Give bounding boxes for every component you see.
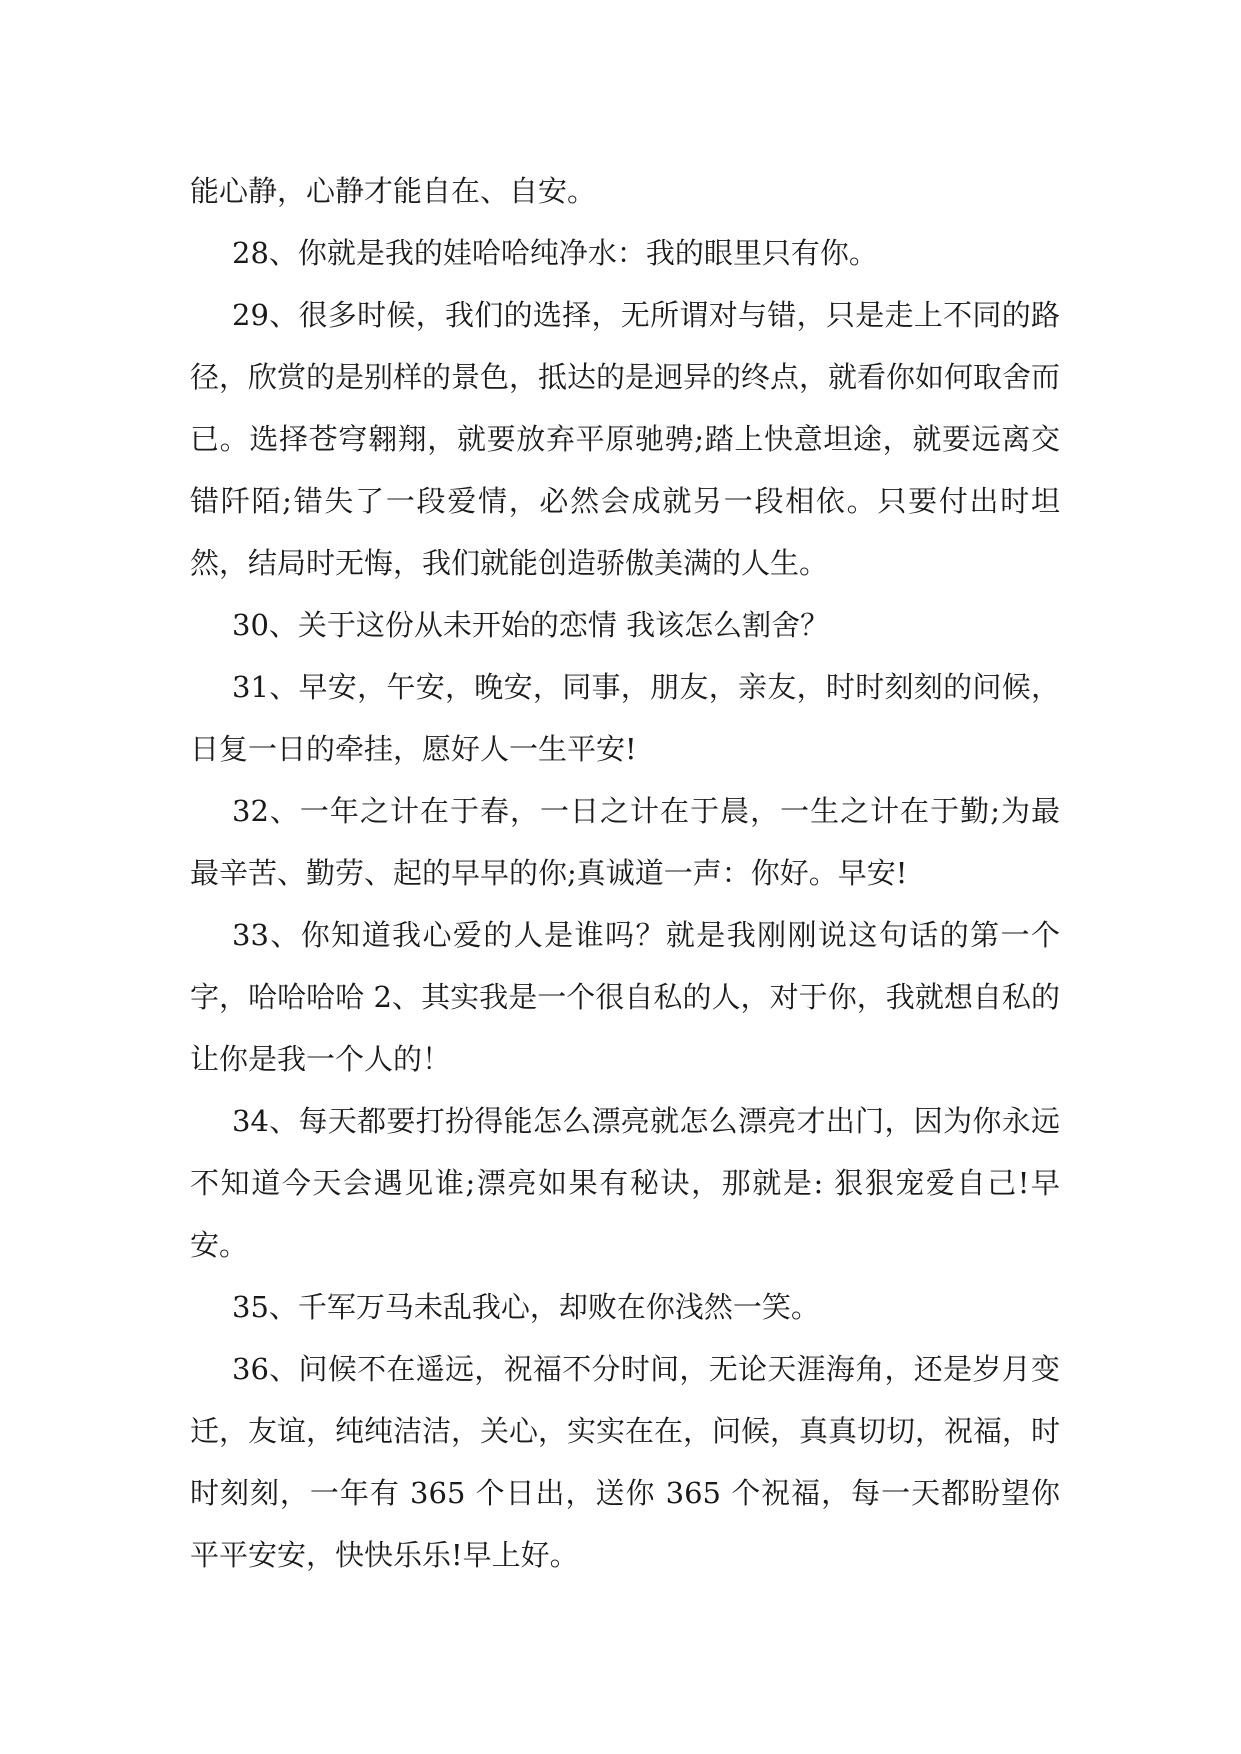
paragraph-33: 33、你知道我心爱的人是谁吗？就是我刚刚说这句话的第一个字，哈哈哈哈 2、其实我是一个很自私的人，对于你，我就想自私的让你是我一个人的！	[190, 918, 1060, 1076]
paragraph-30: 30、关于这份从未开始的恋情 我该怎么割舍？	[232, 608, 830, 642]
paragraph-32: 32、一年之计在于春，一日之计在于晨，一生之计在于勤;为最最辛苦、勤劳、起的早早的你;真诚道一声：你好。早安!	[190, 794, 1060, 890]
paragraph-continuation: 能心静，心静才能自在、自安。	[190, 174, 597, 208]
document-page	[190, 160, 1060, 1586]
paragraph-28: 28、你就是我的娃哈哈纯净水：我的眼里只有你。	[232, 236, 878, 270]
paragraph-31: 31、早安，午安，晚安，同事，朋友，亲友，时时刻刻的问候，日复一日的牵挂，愿好人一生平安!	[190, 670, 1060, 766]
paragraph-36: 36、问候不在遥远，祝福不分时间，无论天涯海角，还是岁月变迁，友谊，纯纯洁洁，关心，实实在在，问候，真真切切，祝福，时时刻刻，一年有 365 个日出，送你 365 个祝福，每一天都盼望你平平安安，快快乐乐!早上好。	[190, 1352, 1061, 1572]
paragraph-34: 34、每天都要打扮得能怎么漂亮就怎么漂亮才出门，因为你永远不知道今天会遇见谁;漂亮如果有秘诀，那就是: 狠狠宠爱自己!早安。	[190, 1104, 1060, 1262]
paragraph-35: 35、千军万马未乱我心，却败在你浅然一笑。	[232, 1290, 820, 1324]
paragraph-29: 29、很多时候，我们的选择，无所谓对与错，只是走上不同的路径，欣赏的是别样的景色，抵达的是迥异的终点，就看你如何取舍而已。选择苍穹翱翔，就要放弃平原驰骋;踏上快意坦途，就要远离交错阡陌;错失了一段爱情，必然会成就另一段相依。只要付出时坦然，结局时无悔，我们就能创造骄傲美满的人生。	[190, 298, 1061, 580]
